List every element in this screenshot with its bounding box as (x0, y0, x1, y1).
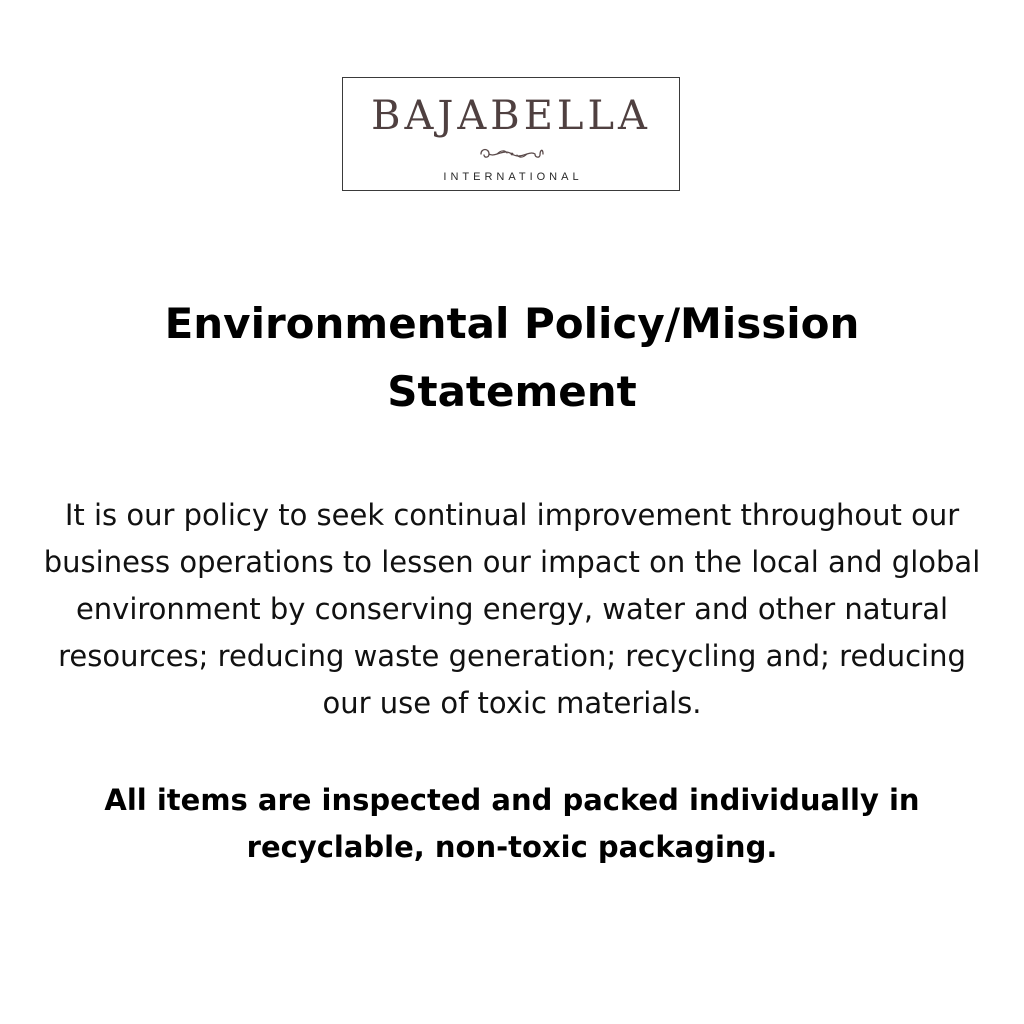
flourish-ornament-icon (477, 144, 547, 164)
brand-logo (342, 77, 680, 191)
logo-subtitle: INTERNATIONAL (443, 171, 583, 183)
policy-statement: It is our policy to seek continual improvement throughout our business operations to lessen our impact on the local and global environment by conserving energy, water and other natural resources; reducing waste generation; recycling and; reducing our use of toxic materials. (43, 498, 981, 720)
logo-name: BAJABELLA (371, 93, 651, 139)
page-title: Environmental Policy/Mission Statement (164, 299, 860, 416)
packaging-note: All items are inspected and packed individually in recyclable, non-toxic packaging. (104, 783, 920, 864)
